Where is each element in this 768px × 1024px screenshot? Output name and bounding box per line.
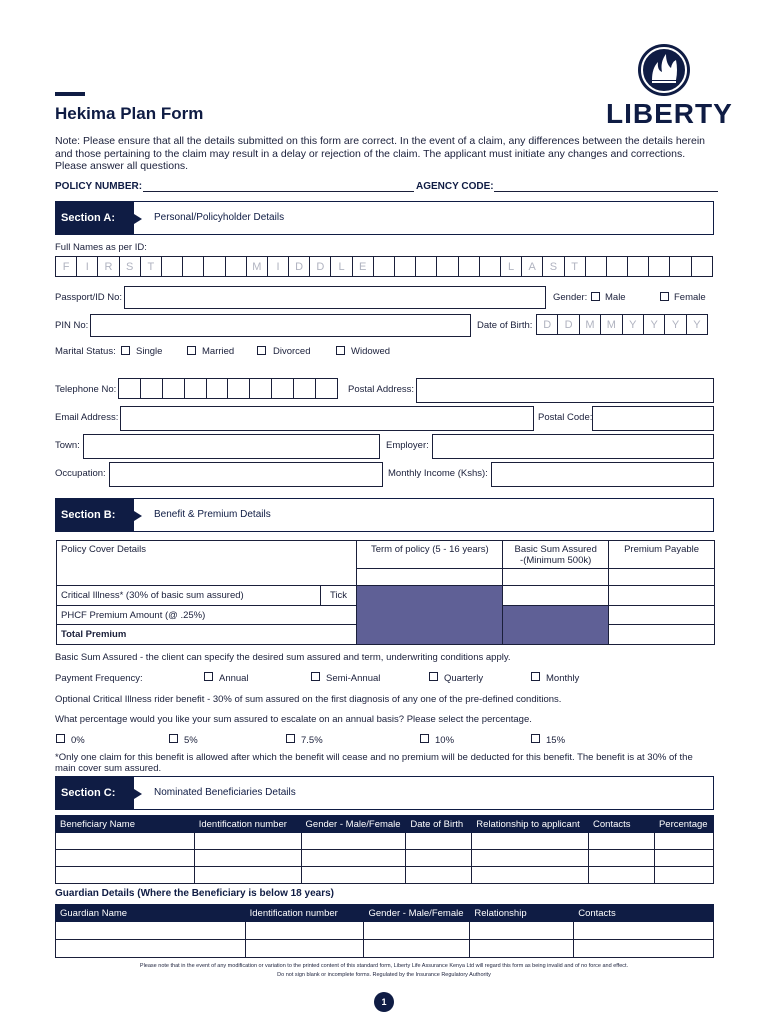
policy-cover-details-cell: Policy Cover Details	[57, 541, 357, 586]
name-cell[interactable]: M	[246, 256, 268, 277]
guardian-column-header: Contacts	[574, 905, 714, 922]
name-cell[interactable]: F	[55, 256, 77, 277]
premium-payable-input[interactable]	[609, 569, 715, 586]
benefit-premium-table	[56, 540, 715, 645]
beneficiary-cell[interactable]	[654, 833, 713, 850]
footer-disclaimer: Please note that in the event of any modification or variation to the printed content of this standard form, Liberty Life Assurance Kenya Ltd will regard this form as being invalid and of no force and effect.	[139, 963, 629, 969]
policy-number-field[interactable]	[143, 190, 414, 192]
tel-cell[interactable]	[206, 378, 229, 399]
beneficiary-cell[interactable]	[301, 833, 406, 850]
term-input[interactable]	[357, 569, 503, 586]
name-cell[interactable]: L	[500, 256, 522, 277]
critical-illness-sum-input[interactable]	[503, 586, 609, 606]
phcf-label: PHCF Premium Amount (@ .25%)	[57, 606, 357, 625]
dob-cell[interactable]: Y	[686, 314, 708, 335]
freq-semi-annual-checkbox[interactable]	[311, 672, 320, 681]
monthly-income-input[interactable]	[491, 462, 714, 487]
escalation-5-checkbox[interactable]	[169, 734, 178, 743]
marital-single-checkbox[interactable]	[121, 346, 130, 355]
marital-divorced-label: Divorced	[273, 346, 311, 357]
name-cell[interactable]	[373, 256, 395, 277]
tel-cell[interactable]	[162, 378, 185, 399]
monthly-income-label: Monthly Income (Kshs):	[388, 468, 488, 479]
freq-semi-annual-label: Semi-Annual	[326, 673, 381, 684]
name-cell[interactable]: T	[564, 256, 586, 277]
dob-cell[interactable]: M	[579, 314, 601, 335]
beneficiary-column-header: Gender - Male/Female	[301, 816, 406, 833]
guardian-column-header: Guardian Name	[56, 905, 246, 922]
name-cell[interactable]	[669, 256, 691, 277]
passport-label: Passport/ID No:	[55, 292, 123, 303]
name-cell[interactable]	[182, 256, 204, 277]
guardian-cell[interactable]	[574, 922, 714, 940]
form-title: Hekima Plan Form	[55, 104, 204, 123]
sum-assured-input[interactable]	[503, 569, 609, 586]
beneficiary-cell[interactable]	[194, 867, 301, 884]
total-premium-label: Total Premium	[57, 625, 357, 645]
name-cell[interactable]	[691, 256, 713, 277]
agency-code-field[interactable]	[494, 190, 718, 192]
freq-quarterly-label: Quarterly	[444, 673, 484, 684]
dob-label: Date of Birth:	[477, 320, 533, 331]
escalation-0-checkbox[interactable]	[56, 734, 65, 743]
beneficiary-cell[interactable]	[654, 867, 713, 884]
beneficiary-cell[interactable]	[406, 850, 472, 867]
name-cell[interactable]	[394, 256, 416, 277]
gender-male-checkbox[interactable]	[591, 292, 600, 301]
gender-label: Gender:	[553, 292, 588, 303]
basic-sum-note: Basic Sum Assured - the client can specify the desired sum assured and term, underwriting conditions apply.	[55, 652, 511, 663]
section-c-tag: Section C:	[56, 777, 134, 809]
postal-code-label: Postal Code:	[538, 412, 593, 423]
guardian-cell[interactable]	[470, 940, 574, 958]
passport-input[interactable]	[124, 286, 546, 309]
tick-cell[interactable]: Tick	[320, 586, 357, 606]
payment-frequency-label: Payment Frequency:	[55, 673, 143, 684]
name-cell[interactable]	[479, 256, 501, 277]
section-a-tag: Section A:	[56, 202, 134, 234]
marital-married-checkbox[interactable]	[187, 346, 196, 355]
beneficiary-cell[interactable]	[56, 867, 195, 884]
tel-cell[interactable]	[315, 378, 338, 399]
gender-male-label: Male	[605, 292, 626, 303]
sum-assured-header-line2: -(Minimum 500k)	[520, 555, 592, 566]
beneficiary-cell[interactable]	[56, 850, 195, 867]
marital-single-label: Single	[136, 346, 163, 357]
name-cell[interactable]	[436, 256, 458, 277]
guardian-cell[interactable]	[470, 922, 574, 940]
guardian-cell[interactable]	[364, 940, 470, 958]
name-cell[interactable]	[225, 256, 247, 277]
guardian-column-header: Relationship	[470, 905, 574, 922]
guardian-cell[interactable]	[245, 940, 364, 958]
occupation-input[interactable]	[109, 462, 383, 487]
freq-annual-label: Annual	[219, 673, 249, 684]
beneficiary-cell[interactable]	[301, 850, 406, 867]
beneficiary-cell[interactable]	[301, 867, 406, 884]
pin-label: PIN No:	[55, 320, 89, 331]
section-c-header	[55, 776, 714, 810]
freq-monthly-label: Monthly	[546, 673, 580, 684]
section-a-header	[55, 201, 714, 235]
beneficiary-cell[interactable]	[194, 850, 301, 867]
name-cell[interactable]: L	[330, 256, 352, 277]
form-note: Note: Please ensure that all the details submitted on this form are correct. In the event of a claim, any differences between the details herein and those pertaining to the claim may result in a delay or rejection of the claim. The applicant must initiate any changes and corrections. Please answer all questions.	[55, 135, 706, 172]
freq-quarterly-checkbox[interactable]	[429, 672, 438, 681]
name-cell[interactable]: A	[521, 256, 543, 277]
beneficiary-cell[interactable]	[589, 867, 655, 884]
beneficiary-column-header: Identification number	[194, 816, 301, 833]
policy-number-label: POLICY NUMBER:	[55, 181, 143, 192]
tel-cell[interactable]	[293, 378, 316, 399]
liberty-flame-logo-icon	[638, 44, 690, 96]
beneficiary-cell[interactable]	[589, 850, 655, 867]
telephone-cells[interactable]	[119, 378, 338, 399]
name-cell[interactable]	[648, 256, 670, 277]
escalation-question: What percentage would you like your sum assured to escalate on an annual basis? Please select the percentage.	[55, 714, 532, 725]
escalation-5-label: 5%	[184, 735, 198, 746]
beneficiary-cell[interactable]	[472, 833, 589, 850]
sum-assured-header	[503, 541, 609, 569]
tel-cell[interactable]	[271, 378, 294, 399]
phcf-premium-input[interactable]	[609, 606, 715, 625]
sum-assured-header-line1: Basic Sum Assured	[514, 544, 597, 555]
occupation-label: Occupation:	[55, 468, 106, 479]
dob-cell[interactable]: Y	[622, 314, 644, 335]
beneficiary-column-header: Relationship to applicant	[472, 816, 589, 833]
tel-cell[interactable]	[227, 378, 250, 399]
postal-code-input[interactable]	[592, 406, 714, 431]
guardian-column-header: Gender - Male/Female	[364, 905, 470, 922]
escalation-7-5-checkbox[interactable]	[286, 734, 295, 743]
name-cell[interactable]: T	[140, 256, 162, 277]
premium-payable-header: Premium Payable	[609, 541, 715, 569]
total-premium-input[interactable]	[609, 625, 715, 645]
shaded-term-cell	[357, 586, 503, 645]
name-cell[interactable]: E	[352, 256, 374, 277]
section-c-title: Nominated Beneficiaries Details	[154, 787, 296, 798]
beneficiary-column-header: Contacts	[589, 816, 655, 833]
marital-widowed-label: Widowed	[351, 346, 391, 357]
guardian-cell[interactable]	[56, 940, 246, 958]
critical-illness-premium-input[interactable]	[609, 586, 715, 606]
name-cell[interactable]: S	[542, 256, 564, 277]
dob-cell[interactable]: Y	[643, 314, 665, 335]
escalation-15-label: 15%	[546, 735, 566, 746]
beneficiary-column-header: Percentage	[654, 816, 713, 833]
name-cell[interactable]	[458, 256, 480, 277]
dob-cell[interactable]: Y	[664, 314, 686, 335]
guardian-cell[interactable]	[364, 922, 470, 940]
freq-monthly-checkbox[interactable]	[531, 672, 540, 681]
escalation-10-checkbox[interactable]	[420, 734, 429, 743]
shaded-sum-cell	[503, 606, 609, 645]
name-cell[interactable]: I	[76, 256, 98, 277]
escalation-15-checkbox[interactable]	[531, 734, 540, 743]
guardian-cell[interactable]	[574, 940, 714, 958]
full-names-label: Full Names as per ID:	[55, 242, 147, 253]
agency-code-label: AGENCY CODE:	[416, 181, 494, 192]
email-input[interactable]	[120, 406, 534, 431]
postal-address-label: Postal Address:	[348, 384, 415, 395]
guardian-column-header: Identification number	[245, 905, 364, 922]
page-number: 1	[374, 992, 394, 1012]
guardian-title: Guardian Details (Where the Beneficiary is below 18 years)	[55, 888, 334, 899]
guardian-cell[interactable]	[245, 922, 364, 940]
telephone-label: Telephone No:	[55, 384, 117, 395]
section-b-tag: Section B:	[56, 499, 134, 531]
escalation-7-5-label: 7.5%	[301, 735, 323, 746]
dob-cell[interactable]: M	[600, 314, 622, 335]
pin-input[interactable]	[90, 314, 471, 337]
name-cell[interactable]: R	[97, 256, 119, 277]
tel-cell[interactable]	[140, 378, 163, 399]
marital-divorced-checkbox[interactable]	[257, 346, 266, 355]
town-input[interactable]	[83, 434, 380, 459]
beneficiary-cell[interactable]	[472, 850, 589, 867]
employer-label: Employer:	[386, 440, 429, 451]
claim-note: *Only one claim for this benefit is allowed after which the benefit will cease and no premium will be deducted for this benefit. The benefit is at 30% of the main cover sum assured.	[55, 752, 693, 774]
dob-cells[interactable]	[537, 314, 708, 335]
marital-widowed-checkbox[interactable]	[336, 346, 345, 355]
beneficiary-cell[interactable]	[406, 833, 472, 850]
dob-cell[interactable]: D	[536, 314, 558, 335]
town-label: Town:	[55, 440, 80, 451]
title-accent-bar	[55, 92, 85, 96]
beneficiary-cell[interactable]	[589, 833, 655, 850]
footer-regulation: Do not sign blank or incomplete forms. Regulated by the Insurance Regulatory Authority	[277, 972, 491, 978]
guardian-table	[55, 904, 714, 958]
beneficiary-cell[interactable]	[472, 867, 589, 884]
name-cell[interactable]	[627, 256, 649, 277]
name-cell[interactable]	[161, 256, 183, 277]
tel-cell[interactable]	[184, 378, 207, 399]
gender-female-label: Female	[674, 292, 706, 303]
name-cell[interactable]	[203, 256, 225, 277]
name-cell[interactable]	[606, 256, 628, 277]
escalation-10-label: 10%	[435, 735, 455, 746]
gender-female-checkbox[interactable]	[660, 292, 669, 301]
guardian-cell[interactable]	[56, 922, 246, 940]
section-b-header	[55, 498, 714, 532]
critical-illness-label: Critical Illness* (30% of basic sum assured)	[57, 586, 321, 606]
beneficiary-cell[interactable]	[406, 867, 472, 884]
liberty-logo-text: LIBERTY	[606, 98, 733, 129]
name-cell[interactable]: I	[267, 256, 289, 277]
section-b-title: Benefit & Premium Details	[154, 509, 271, 520]
beneficiary-column-header: Date of Birth	[406, 816, 472, 833]
name-cell[interactable]: S	[119, 256, 141, 277]
freq-annual-checkbox[interactable]	[204, 672, 213, 681]
postal-address-input[interactable]	[416, 378, 714, 403]
beneficiary-cell[interactable]	[654, 850, 713, 867]
section-a-title: Personal/Policyholder Details	[154, 212, 285, 223]
tel-cell[interactable]	[118, 378, 141, 399]
beneficiary-cell[interactable]	[56, 833, 195, 850]
marital-married-label: Married	[202, 346, 235, 357]
name-cell[interactable]: D	[288, 256, 310, 277]
name-cell[interactable]	[585, 256, 607, 277]
employer-input[interactable]	[432, 434, 714, 459]
name-cell[interactable]	[415, 256, 437, 277]
name-cell[interactable]: D	[309, 256, 331, 277]
email-label: Email Address:	[55, 412, 119, 423]
dob-cell[interactable]: D	[557, 314, 579, 335]
beneficiaries-table	[55, 815, 714, 884]
full-names-cells[interactable]	[56, 256, 713, 277]
tel-cell[interactable]	[249, 378, 272, 399]
escalation-0-label: 0%	[71, 735, 85, 746]
marital-status-label: Marital Status:	[55, 346, 116, 357]
beneficiary-cell[interactable]	[194, 833, 301, 850]
beneficiary-column-header: Beneficiary Name	[56, 816, 195, 833]
term-header: Term of policy (5 - 16 years)	[357, 541, 503, 569]
optional-rider-note: Optional Critical Illness rider benefit - 30% of sum assured on the first diagnosis of any one of the pre-defined conditions.	[55, 694, 562, 705]
